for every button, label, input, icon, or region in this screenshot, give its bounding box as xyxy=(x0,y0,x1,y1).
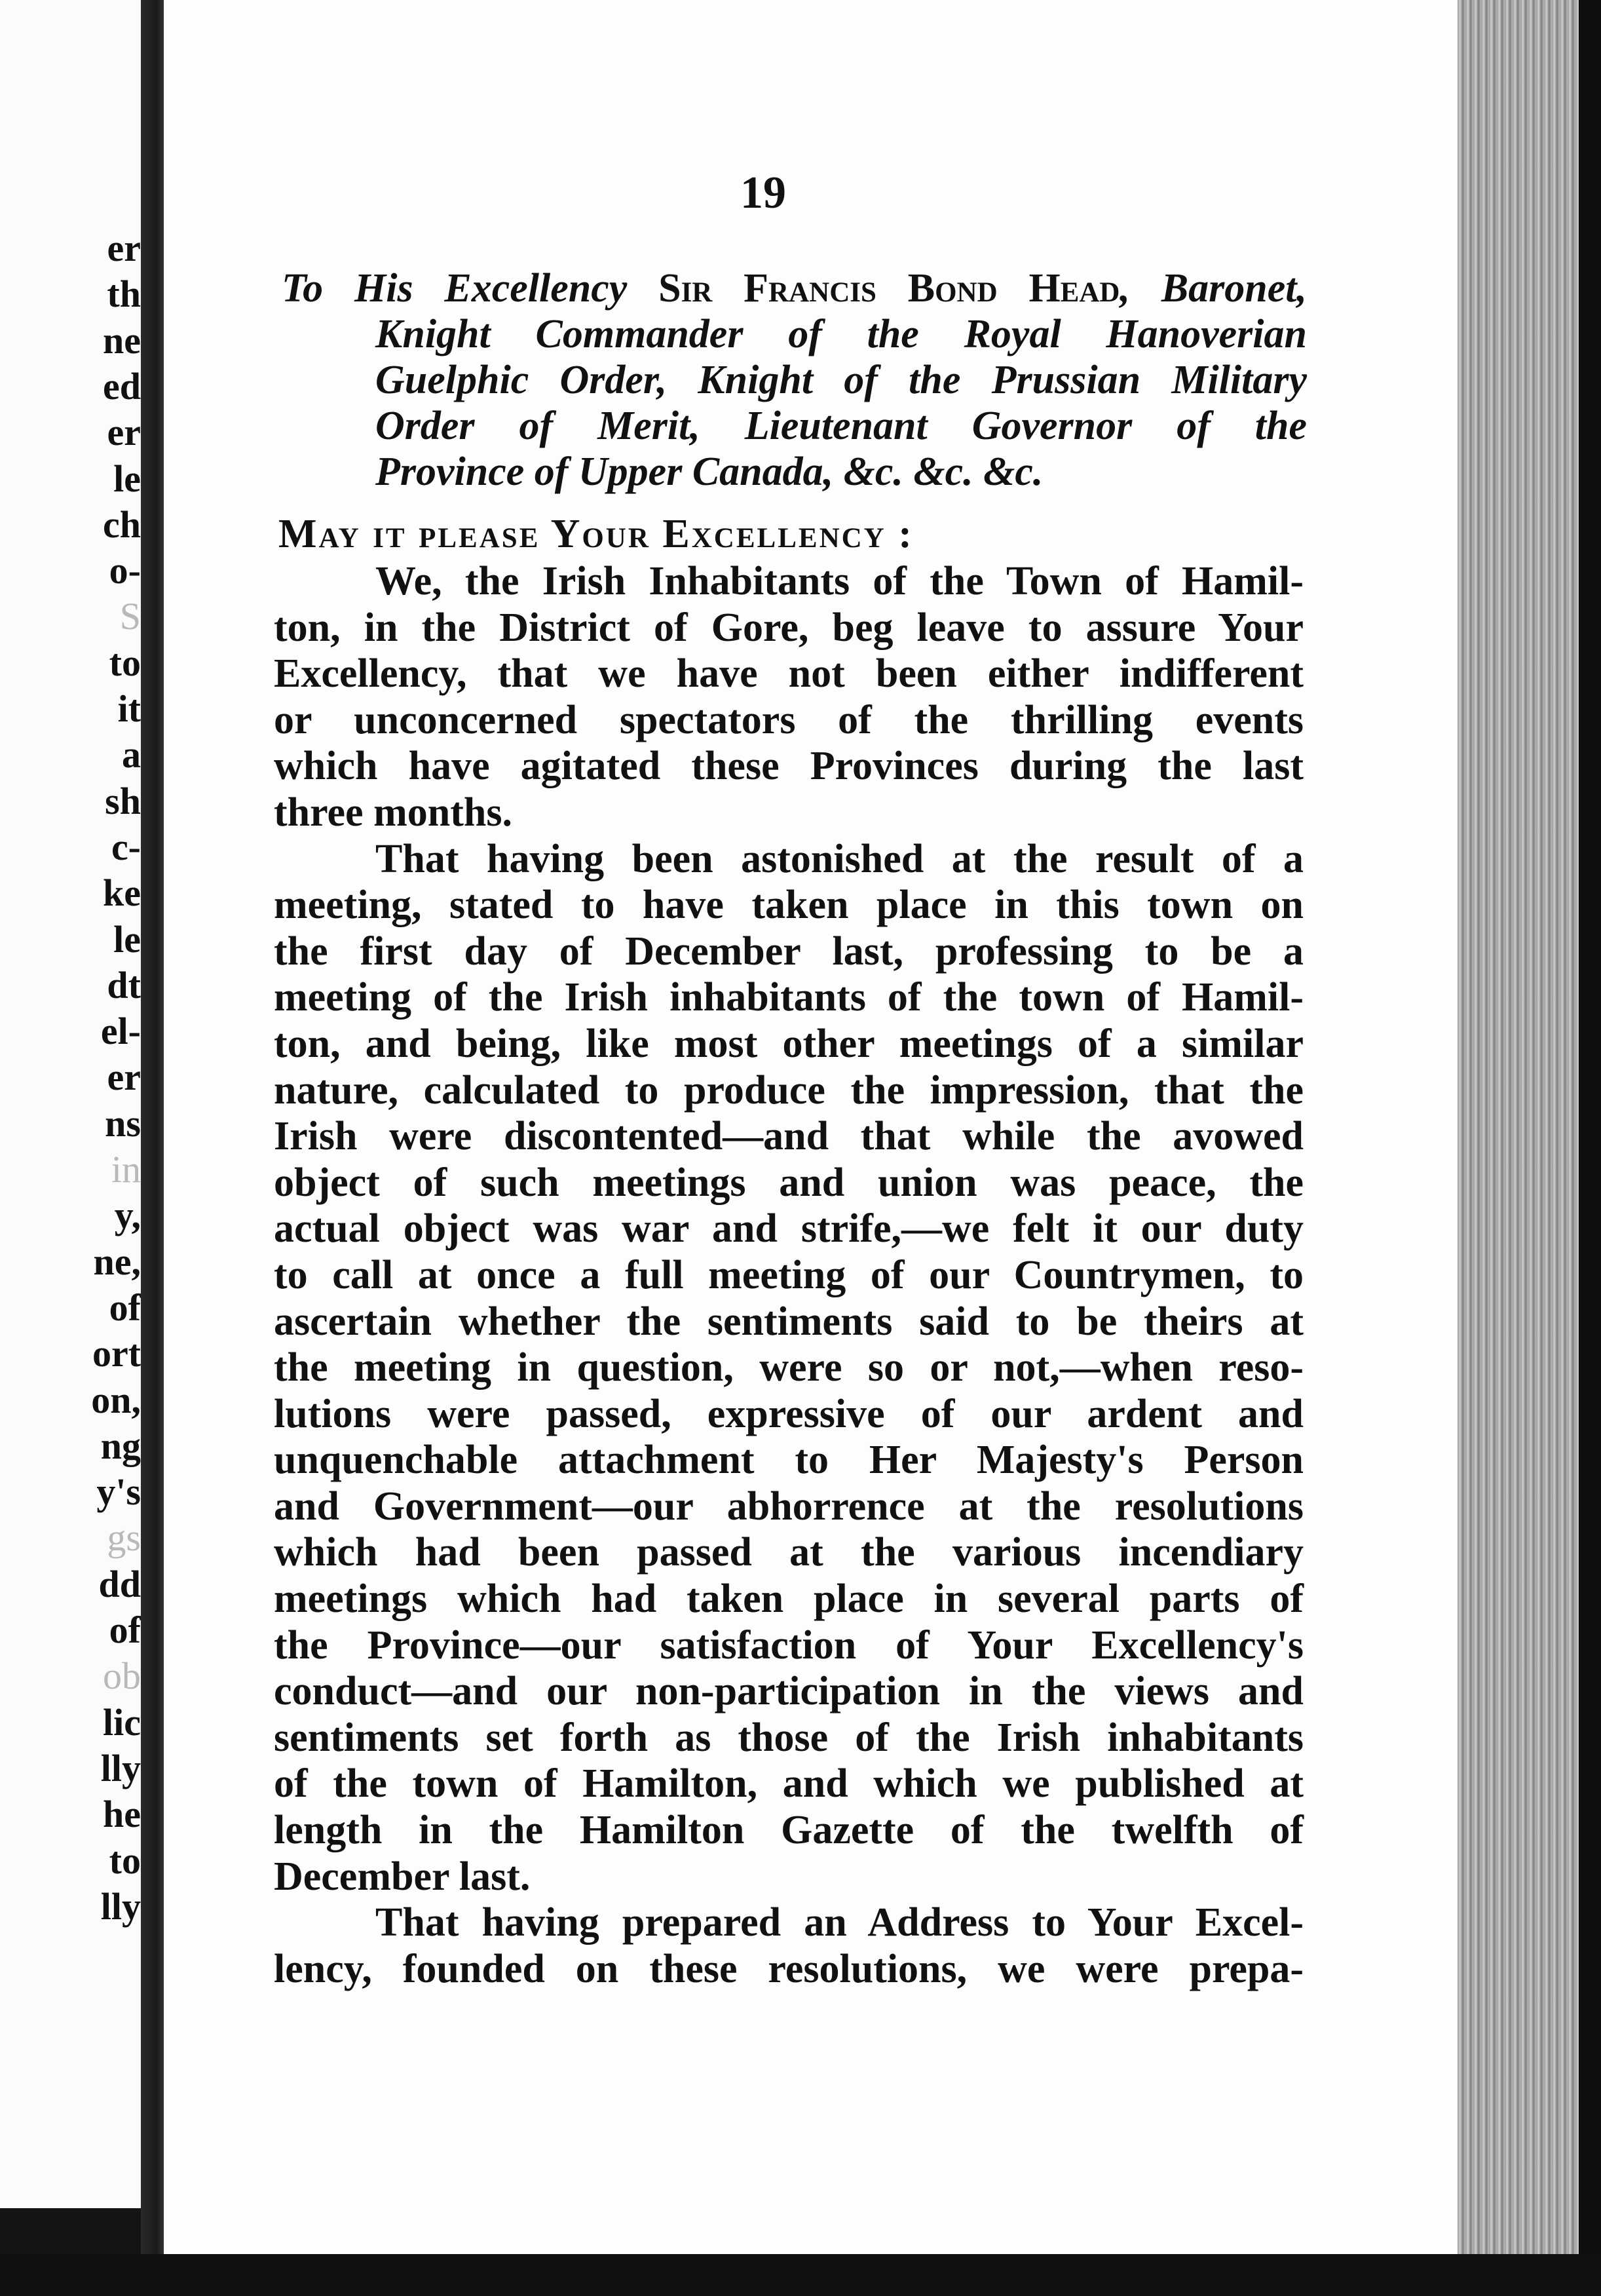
address-line-1 xyxy=(282,265,1307,311)
text-line: ton, and being, like most other meetings of a similar xyxy=(274,1021,1304,1066)
address-line-5: Province of Upper Canada, &c. &c. &c. xyxy=(375,450,1044,494)
text-line: which had been passed at the various incendiary xyxy=(274,1530,1304,1575)
text-line: the Province—our satisfaction of Your Excellency's xyxy=(274,1622,1304,1668)
page-number: 19 xyxy=(740,168,786,218)
facing-page-fragment: ne xyxy=(103,318,141,362)
facing-page-fragment: a xyxy=(122,733,141,776)
addressee-name: Sir Francis Bond Head xyxy=(658,266,1120,311)
text-line: ton, in the District of Gore, beg leave to assure Your xyxy=(274,605,1304,650)
text-line: meetings which had taken place in several parts of xyxy=(274,1577,1304,1622)
facing-page-fragment: er xyxy=(107,227,141,269)
facing-page-fragment: le xyxy=(113,457,141,500)
text-line: actual object was war and strife,—we felt it our duty xyxy=(274,1206,1304,1252)
text-line: unquenchable attachment to Her Majesty's Person xyxy=(274,1438,1304,1483)
text-line: to call at once a full meeting of our Countrymen, to xyxy=(274,1252,1304,1297)
facing-page-fragment: to xyxy=(109,641,141,684)
facing-page-fragment: er xyxy=(107,1056,141,1099)
facing-page-fragment: sh xyxy=(105,779,141,822)
facing-page-fragment: ed xyxy=(103,364,141,408)
facing-page-fragment: dt xyxy=(107,963,141,1006)
facing-page-fragment: lic xyxy=(103,1700,141,1744)
facing-page-fragment: lly xyxy=(100,1746,141,1789)
text-line: We, the Irish Inhabitants of the Town of Hamil- xyxy=(375,559,1304,603)
facing-page-fragment: to xyxy=(109,1839,141,1882)
text-line: December last. xyxy=(274,1854,531,1899)
background-bottom xyxy=(0,2254,1601,2296)
facing-page-fragment: th xyxy=(107,273,141,316)
facing-page-fragment: it xyxy=(117,687,141,730)
text-line: That having been astonished at the result of a xyxy=(375,836,1304,881)
facing-page-fragment: ns xyxy=(105,1101,141,1145)
body-text xyxy=(274,558,1304,1992)
text-line: meeting, stated to have taken place in this town on xyxy=(274,883,1304,928)
text-line: sentiments set forth as those of the Irish inhabitants xyxy=(274,1715,1304,1760)
text-line: lency, founded on these resolutions, we were prepa- xyxy=(274,1946,1304,1991)
facing-page-fragment: in xyxy=(111,1148,141,1191)
facing-page-fragment: o- xyxy=(109,549,141,592)
address-line-3: Guelphic Order, Knight of the Prussian Military xyxy=(375,358,1307,402)
facing-page-fragment: lly xyxy=(100,1885,141,1928)
address-line-2: Knight Commander of the Royal Hanoverian xyxy=(375,312,1307,356)
salutation: May it please Your Excellency : xyxy=(278,512,914,556)
facing-page-fragment: of xyxy=(109,1609,141,1651)
text-line: which have agitated these Provinces during the last xyxy=(274,744,1304,789)
text-line: conduct—and our non-participation in the views and xyxy=(274,1669,1304,1714)
facing-page-fragment: on, xyxy=(91,1378,141,1421)
text-line: lutions were passed, expressive of our ardent and xyxy=(274,1391,1304,1436)
text-line: meeting of the Irish inhabitants of the town of Hamil- xyxy=(274,975,1304,1020)
text-line: and Government—our abhorrence at the resolutions xyxy=(274,1483,1304,1529)
text-line: object of such meetings and union was peace, the xyxy=(274,1160,1304,1205)
facing-page-fragment: dd xyxy=(98,1562,141,1605)
text-line: Irish were discontented—and that while the avowed xyxy=(274,1114,1304,1159)
address-line-4: Order of Merit, Lieutenant Governor of the xyxy=(375,404,1307,448)
page-edges xyxy=(1458,0,1579,2274)
facing-page-fragment: ob xyxy=(103,1655,141,1698)
background-edge xyxy=(1579,0,1601,2296)
facing-page-fragment: he xyxy=(103,1793,141,1836)
text-line: That having prepared an Address to Your Excel- xyxy=(375,1900,1304,1945)
facing-page-fragment: y's xyxy=(96,1470,141,1514)
facing-page-fragment: er xyxy=(107,411,141,454)
text-line: three months. xyxy=(274,790,512,835)
text-line: nature, calculated to produce the impression, that the xyxy=(274,1067,1304,1113)
facing-page-fragment: ch xyxy=(103,503,141,546)
text-line: length in the Hamilton Gazette of the twelfth of xyxy=(274,1808,1304,1853)
facing-page xyxy=(0,0,141,2208)
text-line: or unconcerned spectators of the thrilling events xyxy=(274,697,1304,742)
facing-page-fragment: ne, xyxy=(93,1240,141,1283)
facing-page-fragment: gs xyxy=(107,1516,141,1559)
facing-page-fragment: c- xyxy=(111,825,141,868)
address-heading xyxy=(282,265,1307,495)
facing-page-fragment: ng xyxy=(100,1424,141,1467)
facing-page-fragment: S xyxy=(119,595,141,638)
address-to: To His Excellency xyxy=(282,266,659,311)
text-line: of the town of Hamilton, and which we published at xyxy=(274,1761,1304,1807)
text-line: the first day of December last, professing to be a xyxy=(274,928,1304,974)
facing-page-fragment: le xyxy=(113,917,141,961)
facing-page-fragment: of xyxy=(109,1286,141,1329)
text-line: ascertain whether the sentiments said to be theirs at xyxy=(274,1299,1304,1344)
facing-page-fragment: y, xyxy=(114,1194,141,1237)
addressee-title: , Baronet, xyxy=(1120,266,1307,311)
facing-page-fragment: el- xyxy=(100,1010,141,1053)
facing-page-fragment: ort xyxy=(92,1332,141,1375)
text-line: the meeting in question, were so or not,—when reso- xyxy=(274,1345,1304,1390)
facing-page-fragment: ke xyxy=(103,871,141,915)
text-line: Excellency, that we have not been either indifferent xyxy=(274,651,1304,697)
